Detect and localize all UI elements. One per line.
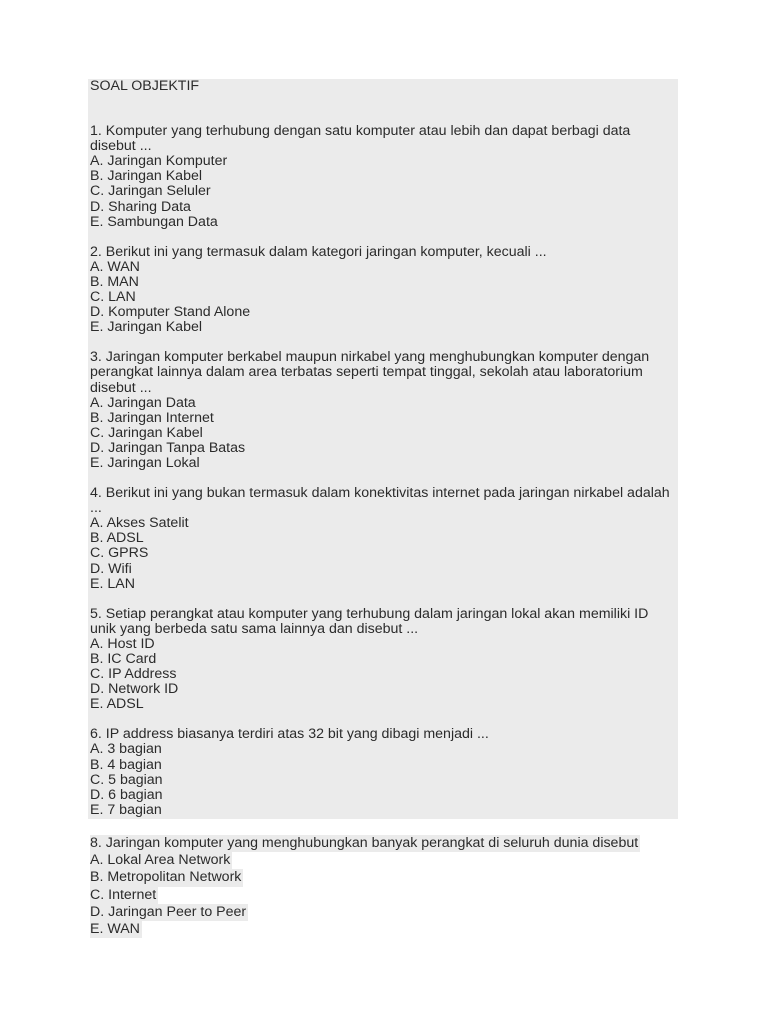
option-e: E. Jaringan Kabel: [90, 319, 202, 336]
question-3: [90, 350, 678, 471]
option-a: A. Akses Satelit: [90, 515, 189, 532]
option-d: D. Jaringan Tanpa Batas: [90, 439, 246, 456]
option-b: B. ADSL: [90, 530, 144, 547]
option-b: B. Jaringan Kabel: [90, 168, 202, 185]
question-text: 3. Jaringan komputer berkabel maupun nirkabel yang menghubungkan komputer dengan perangkat lainnya dalam area terbatas seperti tempat tinggal, sekolah atau laboratorium disebut ...: [90, 349, 650, 396]
option-c: C. GPRS: [90, 545, 149, 562]
question-1: [90, 124, 678, 230]
option-e: E. Sambungan Data: [90, 213, 218, 230]
option-b: B. Jaringan Internet: [90, 409, 214, 426]
question-8: [90, 835, 640, 938]
option-d: D. 6 bagian: [90, 786, 163, 803]
option-a: A. Jaringan Data: [90, 394, 196, 411]
option-b: B. MAN: [90, 273, 139, 290]
option-d: D. Komputer Stand Alone: [90, 304, 251, 321]
option-c: C. 5 bagian: [90, 771, 163, 788]
option-d: D. Network ID: [90, 681, 179, 698]
option-a: A. Lokal Area Network: [90, 852, 231, 869]
option-c: C. Internet: [90, 886, 157, 903]
option-a: A. 3 bagian: [90, 741, 162, 758]
page-title: SOAL OBJEKTIF: [90, 78, 200, 94]
option-b: B. Metropolitan Network: [90, 869, 242, 886]
option-e: E. Jaringan Lokal: [90, 454, 200, 471]
question-text: 4. Berikut ini yang bukan termasuk dalam konektivitas internet pada jaringan nirkabel adalah ...: [90, 485, 670, 517]
option-e: E. WAN: [90, 921, 140, 938]
option-a: A. Host ID: [90, 635, 155, 652]
question-text: 5. Setiap perangkat atau komputer yang terhubung dalam jaringan lokal akan memiliki ID unik yang berbeda satu sama lainnya dan disebut ...: [90, 605, 649, 637]
question-text: 2. Berikut ini yang termasuk dalam kategori jaringan komputer, kecuali ...: [90, 243, 547, 260]
question-6: [90, 727, 678, 818]
question-4: [90, 486, 678, 592]
option-c: C. Jaringan Kabel: [90, 424, 203, 441]
question-text: 8. Jaringan komputer yang menghubungkan banyak perangkat di seluruh dunia disebut: [90, 835, 639, 851]
option-e: E. 7 bagian: [90, 801, 162, 818]
option-b: B. 4 bagian: [90, 756, 162, 773]
option-d: D. Sharing Data: [90, 198, 191, 215]
question-text: 6. IP address biasanya terdiri atas 32 bit yang dibagi menjadi ...: [90, 726, 489, 743]
question-list: [90, 79, 678, 818]
option-a: A. WAN: [90, 258, 140, 275]
question-text: 1. Komputer yang terhubung dengan satu komputer atau lebih dan dapat berbagi data disebut ...: [90, 123, 631, 155]
option-a: A. Jaringan Komputer: [90, 153, 228, 170]
option-c: C. LAN: [90, 289, 136, 306]
option-b: B. IC Card: [90, 651, 157, 667]
option-c: C. IP Address: [90, 666, 177, 683]
option-e: E. ADSL: [90, 696, 144, 713]
question-2: [90, 245, 678, 336]
question-5: [90, 607, 678, 713]
option-d: D. Wifi: [90, 560, 132, 577]
option-c: C. Jaringan Seluler: [90, 183, 211, 200]
option-e: E. LAN: [90, 575, 135, 592]
option-d: D. Jaringan Peer to Peer: [90, 903, 247, 920]
